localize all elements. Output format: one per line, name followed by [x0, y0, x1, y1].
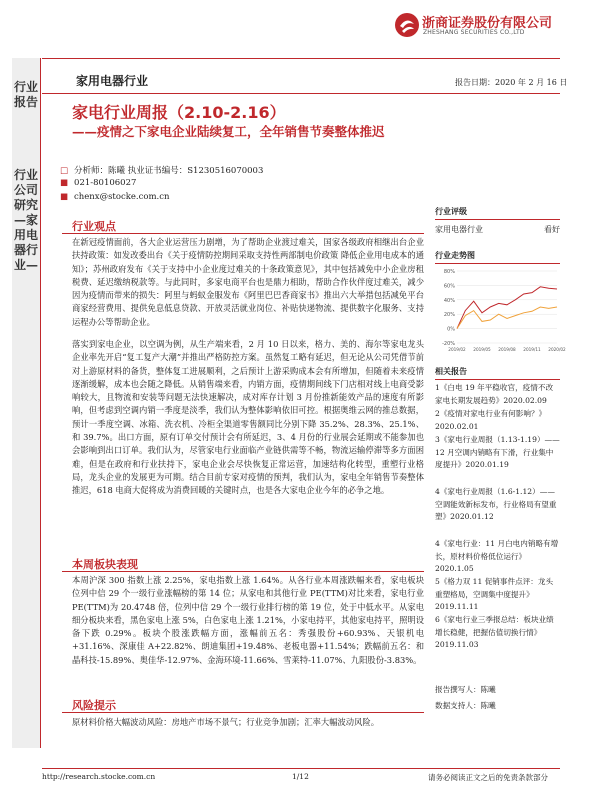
company-name-en: ZHESHANG SECURITIES CO.,LTD	[423, 29, 525, 36]
chart-y-tick-label: 60%	[443, 283, 455, 290]
chart-x-tick-label: 2019/05	[473, 347, 491, 352]
related-report-3[interactable]: 3《家电行业周报（1.13-1.19）——12 月空调内销略有下滑，行业集中度提升》2020.01.19	[435, 435, 560, 470]
analyst-name: □ 分析师：陈曦 执业证书编号：S1230516070003	[60, 166, 264, 176]
section-heading-performance: 本周板块表现	[72, 558, 138, 571]
chart-x-tick-label: 2019/11	[523, 347, 541, 352]
related-report-7[interactable]: 6《家电行业三季报总结：板块业绩增长稳健，把握估值切换行情》2019.11.03	[435, 615, 554, 650]
related-heading: 相关报告	[435, 366, 467, 376]
section-divider	[62, 712, 424, 713]
performance-paragraph: 本周沪深 300 指数上涨 2.25%，家电指数上涨 1.64%。从各行业本周涨跌幅来看，家电板块位列中信 29 个一级行业涨幅榜的第 14 位；从家电和其他行业 PE(TTM)对比来看，家电行业 PE(TTM)为 20.4748 倍，位列中信 29 个一级行业排行榜的第 19 位，处于中低水平。从家电细分板块来看，黑色家电上涨 5%，白色家电上涨 1.21%，小家电持平，其他家电持平，照明设备下跌 0.29%。板块个股涨跌幅方面，涨幅前五名：秀强股份+60.93%、天银机电+31.16%、深康佳 A+22.82%、朗迪集团+19.48%、老板电器+11.54%；跌幅前五名：和晶科技-15.89%、奥佳华-12.97%、金海环境-11.66%、雪莱特-11.07%、九阳股份-3.83%。	[72, 575, 424, 665]
footer-divider	[42, 768, 560, 769]
footer-disclaimer: 请务必阅读正文之后的免责条款部分	[428, 773, 548, 782]
chart-x-tick-label: 2019/02	[448, 347, 466, 352]
risk-paragraph: 原材料价格大幅波动风险：房地产市场不景气；行业竞争加剧；汇率大幅波动风险。	[72, 717, 379, 727]
rating-sector: 家用电器行业	[435, 225, 483, 234]
phone-icon: ■	[60, 178, 69, 188]
page-number: 1/12	[292, 772, 309, 781]
related-report-6[interactable]: 5《格力双 11 促销事件点评：龙头重塑格局，空调集中度提升》2019.11.11	[435, 577, 554, 612]
rating-row	[435, 224, 560, 235]
company-name-cn: 浙商证券股份有限公司	[422, 16, 553, 31]
viewpoint-paragraph-1: 在新冠疫情面前，各大企业运营压力剧增，为了帮助企业渡过难关，国家各级政府相继出台企业扶持政策：如发改委出台《关于疫情防控期间采取支持性两部制电价政策 降低企业用电成本的通知》；苏州政府发布《关于支持中小企业度过难关的十条政策意见》，其中包括减免中小企业房租税费、延迟缴纳税款等。与此同时，多家电商平台也是鼎力相助，帮助合作伙伴度过难关，减少因为疫情而带来的损失：阿里与蚂蚁金服发布《阿里巴巴香商家书》推出六大举措包括减免平台商家经营费用、提供免息低息贷款、开放灵活就业岗位、补贴快递物流、提供数字化服务、支持运程办公等帮助企业。	[72, 237, 424, 327]
chart-y-tick-label: -20%	[442, 341, 455, 347]
rating-value: 看好	[544, 225, 560, 234]
section-divider	[62, 571, 424, 572]
analyst-phone: ■ 021-80106027	[60, 178, 137, 188]
trend-divider	[435, 263, 560, 264]
left-sidebar	[12, 58, 41, 748]
chart-y-tick-label: 0%	[447, 326, 455, 333]
email-icon: ■	[60, 192, 69, 202]
viewpoint-paragraph-2: 落实到家电企业，以空调为例，从生产端来看，2 月 10 日以来，格力、美的、海尔等家电龙头企业率先开启“复工复产大潮”并推出严格防控方案。虽然复工略有延迟，但无论从公司凭借节前对上游原材料的备货，整体复工进展顺利，之后预计上游采购成本会有所增加，但随着未来疫情逐渐缓解，成本也会随之降低。从销售端来看，内销方面，疫情期间线下门店相对线上电商受影响较大，且物流和安装等问题无法快速解决，成对库存计划 3 月份推新能效产品的速度有所影响，但考虑到空调内销一季度是淡季，我们认为整体影响依旧可控。根据奥维云网的推总数据，预计一季度空调、冰箱、洗衣机、冷柜全渠道零售额同比分别下降 35.2%、28.3%、25.1%、和 39.7%。出口方面，原有订单交付预计会有所延迟，3、4 月份的行业展会延期或不能参加也会影响到出口订单。我们认为，尽管家电行业面临产业链供需等不畅，物流运输停滞等多方面困难，但是在政府和行业扶持下，家电企业会尽快恢复正常运营，加速结构化转型，重塑行业格局，龙头企业的发展更为可期。结合目前专家对疫情的预判，我们认为，家电全年销售节奏整体推迟，618 电商大促将成为消费回暖的关键时点，也是各大家电企业今年的必争之地。	[72, 339, 424, 496]
chart-series-line-2	[457, 307, 557, 329]
related-report-1[interactable]: 1《白电 19 年平稳收官，疫情不改家电长期发展趋势》2020.02.09	[435, 383, 554, 405]
related-report-2[interactable]: 2《疫情对家电行业有何影响？》2020.02.01	[435, 409, 547, 431]
related-report-5[interactable]: 4《家电行业：11 月白电内销略有增长，原材料价格低位运行》2020.1.05	[435, 539, 559, 574]
report-writer: 报告撰写人：陈曦	[435, 685, 496, 694]
chart-y-tick-label: 80%	[443, 269, 455, 275]
rating-heading: 行业评级	[435, 206, 467, 216]
title-divider	[42, 93, 560, 94]
section-divider	[62, 233, 424, 234]
chart-x-tick-label: 2020/02	[548, 347, 566, 352]
analyst-email[interactable]: ■ chenx@stocke.com.cn	[60, 192, 170, 202]
sidebar-label-research: 行业公司研究—家用电器行业—	[14, 168, 39, 272]
related-divider	[435, 379, 560, 380]
related-report-4[interactable]: 4《家电行业周报（1.6-1.12）——空调能效新标发布，行业格局有望重塑》2020.01.12	[435, 487, 557, 522]
section-heading-risk: 风险提示	[72, 699, 116, 712]
trend-chart	[435, 265, 566, 363]
report-date: 报告日期：2020 年 2 月 16 日	[455, 78, 568, 87]
chart-y-tick-label: 20%	[443, 312, 455, 319]
bullet-icon: □	[60, 166, 69, 176]
footer-url[interactable]: http://research.stocke.com.cn	[42, 772, 156, 781]
report-subtitle: ——疫情之下家电企业陆续复工，全年销售节奏整体推迟	[72, 124, 385, 139]
data-support: 数据支持人：陈曦	[435, 701, 496, 710]
report-title: 家电行业周报（2.10-2.16）	[72, 103, 286, 122]
trend-heading: 行业走势图	[435, 250, 475, 260]
industry-label: 家用电器行业	[76, 74, 149, 88]
chart-y-tick-label: 40%	[443, 297, 455, 304]
rating-divider	[435, 219, 560, 220]
company-logo-icon	[394, 12, 420, 38]
section-heading-viewpoint: 行业观点	[72, 220, 116, 233]
sidebar-label-report: 行业报告	[14, 80, 39, 109]
header-divider	[42, 58, 560, 59]
chart-x-tick-label: 2019/08	[498, 347, 516, 352]
